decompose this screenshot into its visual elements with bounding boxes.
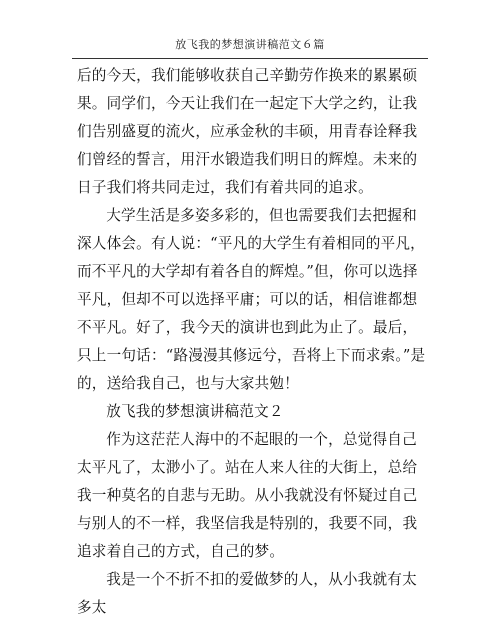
document-body [77, 62, 429, 622]
paragraph-1: 后的今天，我们能够收获自己辛勤劳作换来的累累硕果。同学们，今天让我们在一起定下大学之约，让我们告别盛夏的流火，应承金秋的丰硕，用青春诠释我们曾经的誓言，用汗水锻造我们明日的辉煌。未来的日子我们将共同走过，我们有着共同的追求。 [77, 67, 418, 196]
section-title: 放飞我的梦想演讲稿范文２ [106, 403, 284, 420]
paragraph-2: 大学生活是多姿多彩的，但也需要我们去把握和深人体会。有人说：“平凡的大学生有着相同的平凡，而不平凡的大学却有着各自的辉煌。”但，你可以选择平凡，但却不可以选择平庸；可以的话，相信谁都想不平凡。好了，我今天的演讲也到此为止了。最后，只上一句话：“路漫漫其修远兮，吾将上下而求索。”是的，送给我自己，也与大家共勉！ [77, 207, 426, 392]
header-divider [72, 58, 428, 59]
paragraph-3: 作为这茫茫人海中的不起眼的一个，总觉得自己太平凡了，太渺小了。站在人来人往的大街上，总给我一种莫名的自悲与无助。从小我就没有怀疑过自己与别人的不一样，我坚信我是特别的，我要不同，我追求着自己的方式，自己的梦。 [77, 431, 418, 560]
paragraph-4: 我是一个不折不扣的爱做梦的人，从小我就有太多太 [77, 571, 417, 616]
page-header-title: 放飞我的梦想演讲稿范文６篇 [175, 38, 325, 51]
